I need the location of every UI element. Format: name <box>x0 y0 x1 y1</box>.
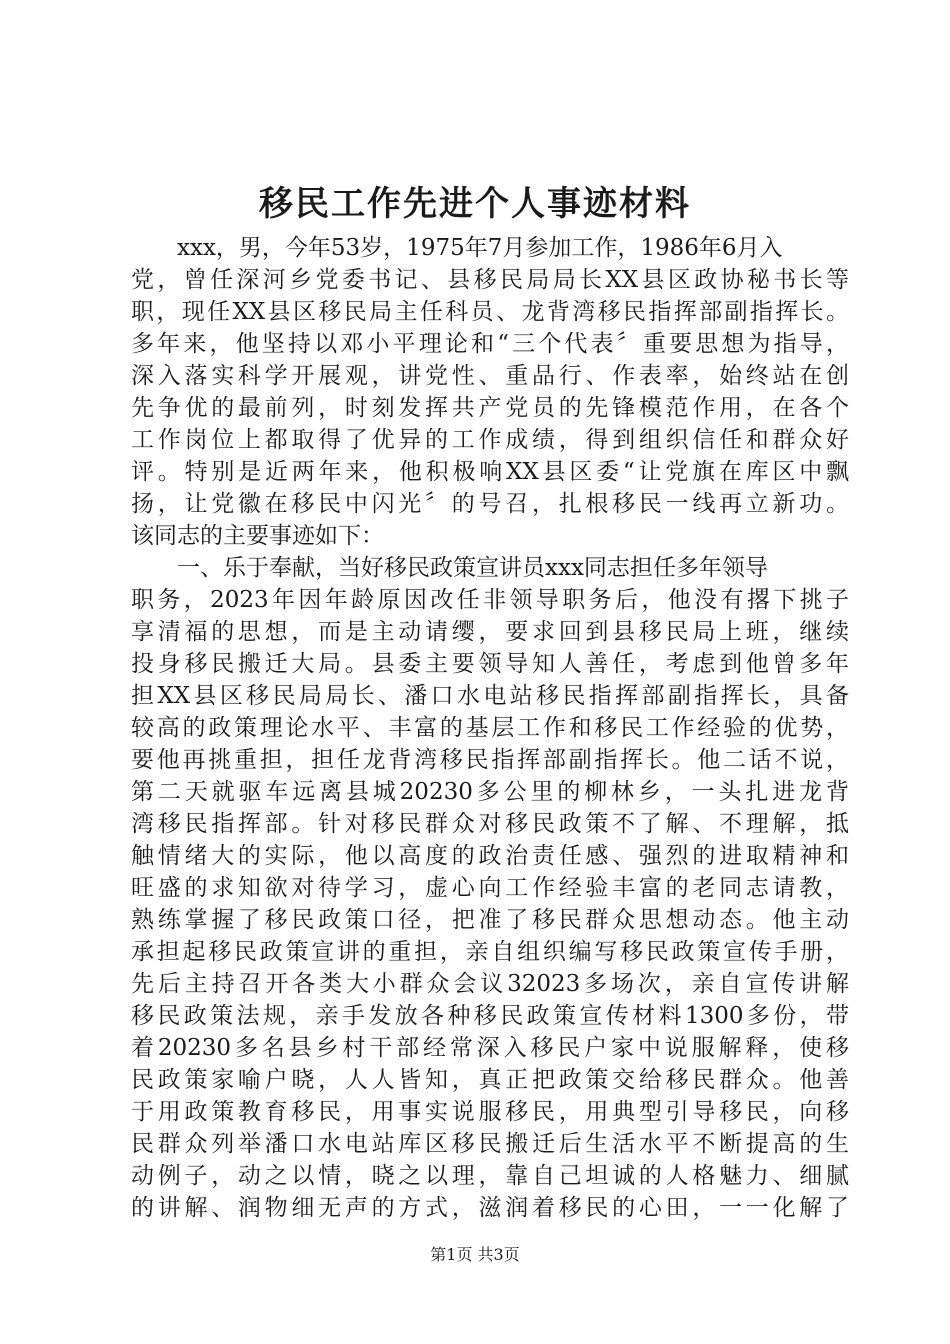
body-line: 职务，2023年因年龄原因改任非领导职务后，他没有撂下挑子 <box>131 587 849 613</box>
body-line: xxx，男，今年53岁，1975年7月参加工作，1986年6月入 <box>131 235 783 261</box>
body-line: 扬，让党徽在移民中闪光〞的号召，扎根移民一线再立新功。 <box>131 491 849 517</box>
body-line: 于用政策教育移民，用事实说服移民，用典型引导移民，向移 <box>131 1099 849 1125</box>
body-line: 第二天就驱车远离县城20230多公里的柳林乡，一头扎进龙背 <box>131 779 849 805</box>
body-line: 工作岗位上都取得了优异的工作成绩，得到组织信任和群众好 <box>131 427 849 453</box>
body-line: 担XX县区移民局局长、潘口水电站移民指挥部副指挥长，具备 <box>131 683 849 709</box>
body-line: 要他再挑重担，担任龙背湾移民指挥部副指挥长。他二话不说， <box>131 747 849 773</box>
body-line: 承担起移民政策宣讲的重担，亲自组织编写移民政策宣传手册， <box>131 939 849 965</box>
body-line: 职，现任XX县区移民局主任科员、龙背湾移民指挥部副指挥长。 <box>131 299 849 325</box>
body-line: 投身移民搬迁大局。县委主要领导知人善任，考虑到他曾多年 <box>131 651 849 677</box>
body-line: 深入落实科学开展观，讲党性、重品行、作表率，始终站在创 <box>131 363 849 389</box>
body-line: 较高的政策理论水平、丰富的基层工作和移民工作经验的优势， <box>131 715 849 741</box>
body-line: 多年来，他坚持以邓小平理论和“三个代表〞重要思想为指导， <box>131 331 849 357</box>
body-line: 先后主持召开各类大小群众会议32023多场次，亲自宣传讲解 <box>131 971 849 997</box>
body-line: 享清福的思想，而是主动请缨，要求回到县移民局上班，继续 <box>131 619 849 645</box>
body-line: 的讲解、润物细无声的方式，滋润着移民的心田，一一化解了 <box>131 1195 849 1221</box>
body-line: 触情绪大的实际，他以高度的政治责任感、强烈的进取精神和 <box>131 843 849 869</box>
body-line: 民群众列举潘口水电站库区移民搬迁后生活水平不断提高的生 <box>131 1131 849 1157</box>
body-line: 旺盛的求知欲对待学习，虚心向工作经验丰富的老同志请教， <box>131 875 849 901</box>
body-line: 湾移民指挥部。针对移民群众对移民政策不了解、不理解，抵 <box>131 811 849 837</box>
body-line: 党，曾任深河乡党委书记、县移民局局长XX县区政协秘书长等 <box>131 267 849 293</box>
body-line: 该同志的主要事迹如下： <box>131 523 384 549</box>
body-line: 一、乐于奉献，当好移民政策宣讲员xxx同志担任多年领导 <box>131 555 768 581</box>
body-line: 动例子，动之以情，晓之以理，靠自己坦诚的人格魅力、细腻 <box>131 1163 849 1189</box>
body-line: 评。特别是近两年来，他积极响XX县区委“让党旗在库区中飘 <box>131 459 849 485</box>
document-body <box>131 232 849 1224</box>
body-line: 先争优的最前列，时刻发挥共产党员的先锋模范作用，在各个 <box>131 395 849 421</box>
body-line: 民政策家喻户晓，人人皆知，真正把政策交给移民群众。他善 <box>131 1067 849 1093</box>
body-line: 着20230多名县乡村干部经常深入移民户家中说服解释，使移 <box>131 1035 849 1061</box>
document-title: 移民工作先进个人事迹材料 <box>259 184 691 224</box>
body-line: 移民政策法规，亲手发放各种移民政策宣传材料1300多份，带 <box>131 1003 849 1029</box>
page-footer: 第1页 共3页 <box>430 1245 520 1264</box>
body-line: 熟练掌握了移民政策口径，把准了移民群众思想动态。他主动 <box>131 907 849 933</box>
